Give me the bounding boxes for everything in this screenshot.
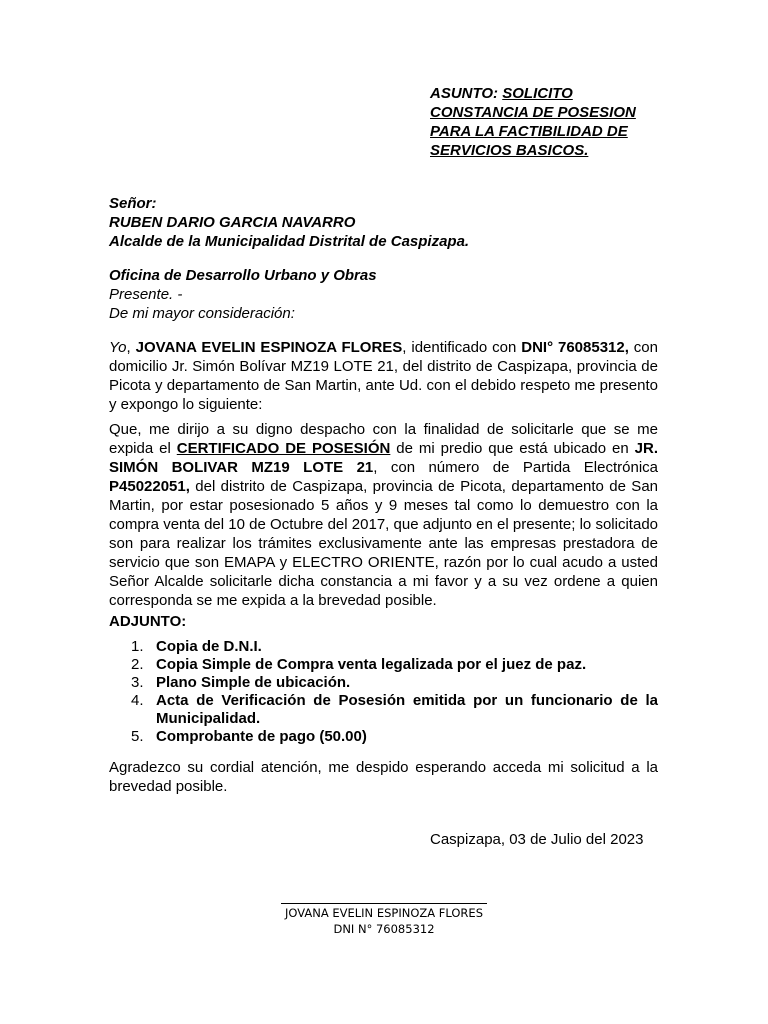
subject-label: ASUNTO: xyxy=(430,85,499,102)
intro-yo: Yo xyxy=(109,339,127,356)
list-item xyxy=(109,692,658,728)
list-item-text: Comprobante de pago (50.00) xyxy=(156,728,367,745)
subject-line-3: PARA LA FACTIBILIDAD DE xyxy=(430,123,628,140)
list-item xyxy=(109,638,658,656)
request-text-4: del distrito de Caspizapa, provincia de Picota, departamento de San Martin, por estar posesionado 5 años y 9 meses tal como lo demuestro con la compra venta del 10 de Octubre del 2017, que adjunto en el presente; lo solicitado son para realizar los trámites exclusivamente ante las empresas prestadora de servicio que son EMAPA y ELECTRO ORIENTE, razón por lo cual acudo a usted Señor Alcalde solicitarle dicha constancia a mi favor y a su vez ordene a quien corresponda se me expida a la brevedad posible. xyxy=(109,478,658,609)
list-item-number: 5. xyxy=(131,728,144,745)
list-item-text: Copia Simple de Compra venta legalizada por el juez de paz. xyxy=(156,656,587,673)
adjunto-heading: ADJUNTO: xyxy=(109,613,187,630)
applicant-name: JOVANA EVELIN ESPINOZA FLORES xyxy=(135,339,403,356)
list-item xyxy=(109,674,658,692)
intro-comma: , xyxy=(126,339,136,356)
partida-number: P45022051, xyxy=(109,478,190,495)
intro-text-1: , identificado con xyxy=(402,339,522,356)
list-item-number: 1. xyxy=(131,638,144,655)
list-item xyxy=(109,728,658,746)
request-text-2: de mi predio que está ubicado en xyxy=(390,440,635,457)
signature-line xyxy=(281,903,487,904)
list-item-number: 4. xyxy=(131,692,144,709)
date-line: Caspizapa, 03 de Julio del 2023 xyxy=(430,831,644,848)
list-item-text: Copia de D.N.I. xyxy=(156,638,262,655)
list-item-text: Plano Simple de ubicación. xyxy=(156,674,351,691)
addressee-name: RUBEN DARIO GARCIA NAVARRO xyxy=(109,214,356,231)
request-text-1: Que, me dirijo a su digno despacho con la finalidad de solicitarle que se me expida el xyxy=(109,421,658,457)
applicant-dni: DNI° 76085312, xyxy=(521,339,629,356)
addressee-title: Alcalde de la Municipalidad Distrital de Caspizapa. xyxy=(109,233,470,250)
subject-line-2: CONSTANCIA DE POSESION xyxy=(430,104,636,121)
signature-name: JOVANA EVELIN ESPINOZA FLORES xyxy=(285,906,483,920)
certificate-name: CERTIFICADO DE POSESIÓN xyxy=(176,440,391,457)
subject-line-1: SOLICITO xyxy=(502,85,573,102)
list-item-text: Acta de Verificación de Posesión emitida por un funcionario de la Municipalidad. xyxy=(156,692,658,727)
attachments-list xyxy=(109,638,658,746)
signature-dni: DNI N° 76085312 xyxy=(333,922,435,936)
intro-text-2: con domicilio Jr. Simón Bolívar MZ19 LOTE 21, del distrito de Caspizapa, provincia de Picota y departamento de San Martin, ante Ud. con el debido respeto me presento y expongo lo siguiente: xyxy=(109,339,658,413)
request-paragraph xyxy=(109,420,658,610)
office-name: Oficina de Desarrollo Urbano y Obras xyxy=(109,267,377,284)
list-item-number: 2. xyxy=(131,656,144,673)
salutation: Señor: xyxy=(109,195,157,212)
list-item xyxy=(109,656,658,674)
consideration-text: De mi mayor consideración: xyxy=(109,305,295,322)
office-block xyxy=(109,266,658,323)
list-item-number: 3. xyxy=(131,674,144,691)
property-address: JR. SIMÓN BOLIVAR MZ19 LOTE 21 xyxy=(109,440,659,476)
subject-line-4: SERVICIOS BASICOS. xyxy=(430,142,589,159)
subject-block xyxy=(430,84,670,160)
presente-text: Presente. - xyxy=(109,286,183,303)
addressee-block xyxy=(109,194,658,251)
closing-paragraph: Agradezco su cordial atención, me despido esperando acceda mi solicitud a la brevedad posible. xyxy=(109,759,658,795)
request-text-3: , con número de Partida Electrónica xyxy=(373,459,658,476)
intro-paragraph xyxy=(109,338,658,414)
